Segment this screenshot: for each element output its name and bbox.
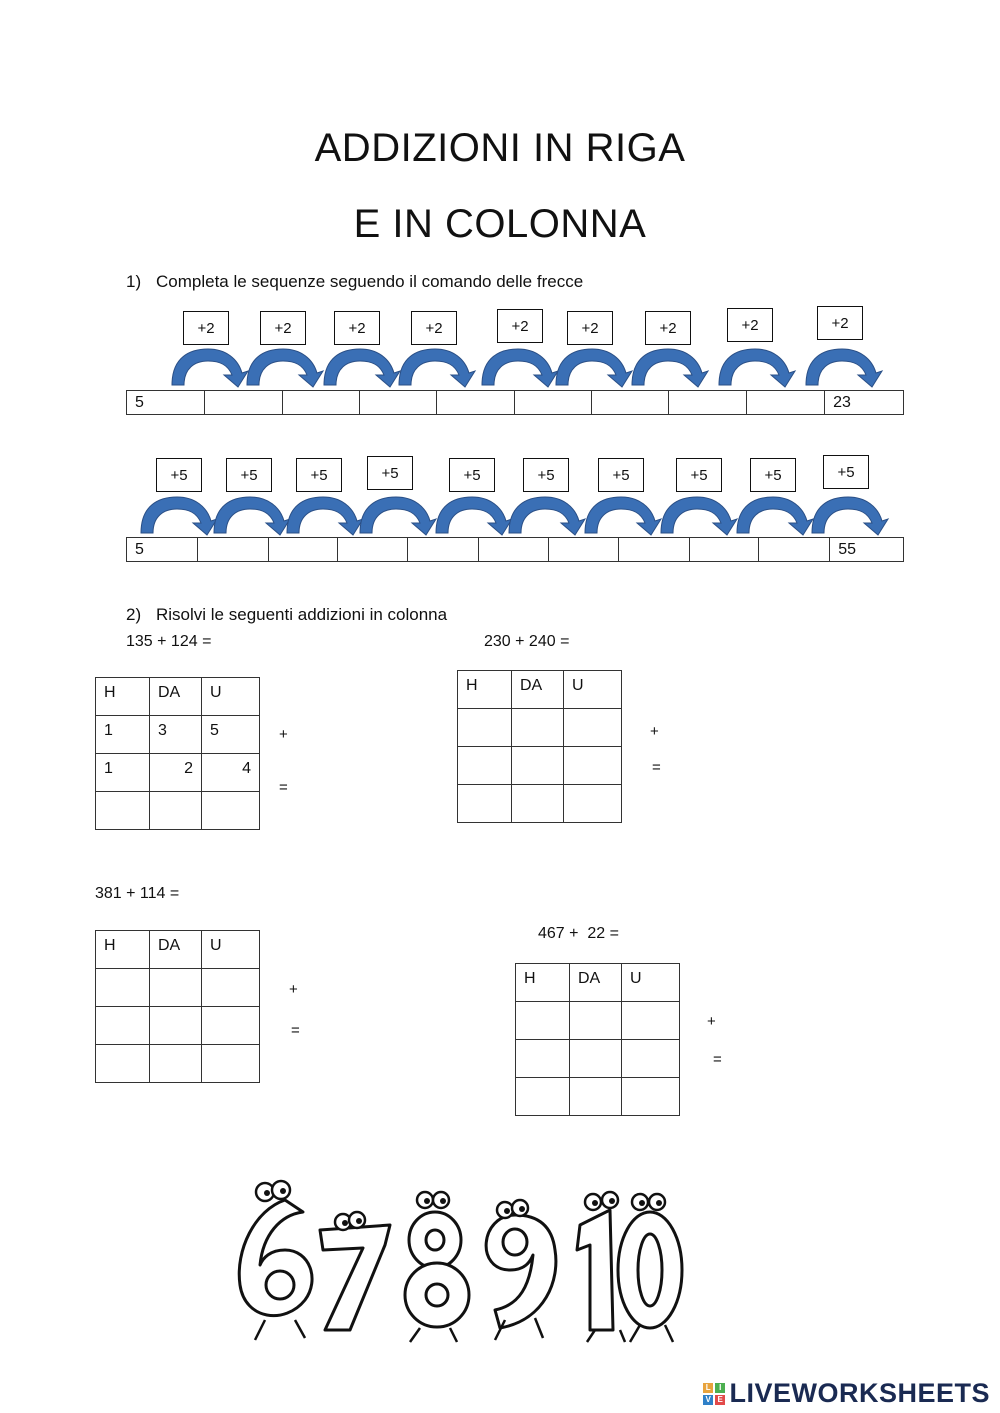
header-da: DA	[512, 671, 564, 709]
op-box: +2	[183, 311, 229, 345]
curved-arrow-icon	[247, 349, 323, 387]
digit-cell[interactable]	[202, 969, 260, 1007]
curved-arrow-icon	[509, 497, 585, 535]
op-box: +2	[497, 309, 543, 343]
op-box: +5	[676, 458, 722, 492]
digit-cell[interactable]	[564, 747, 622, 785]
digit-cell[interactable]	[570, 1040, 622, 1078]
digit-cell[interactable]	[150, 1007, 202, 1045]
plus-sign: +	[707, 1013, 716, 1030]
header-u: U	[202, 678, 260, 716]
op-box: +2	[567, 311, 613, 345]
answer-cell[interactable]	[516, 1078, 570, 1116]
equals-sign: =	[713, 1051, 722, 1068]
digit-cell[interactable]	[458, 709, 512, 747]
sequence-cell-end[interactable]: 23	[833, 393, 851, 411]
curved-arrow-icon	[632, 349, 708, 387]
plus-sign: +	[279, 726, 288, 743]
answer-cell[interactable]	[96, 792, 150, 830]
problem-expression: 381 + 114 =	[95, 885, 180, 902]
digit-cell[interactable]	[564, 709, 622, 747]
plus-sign: +	[289, 981, 298, 998]
curved-arrow-icon	[719, 349, 795, 387]
page-subtitle: E IN COLONNA	[353, 202, 647, 246]
arrow-row-1	[172, 349, 882, 387]
brand-text: LIVEWORKSHEETS	[729, 1378, 990, 1408]
header-h: H	[96, 931, 150, 969]
column-table	[515, 963, 680, 1116]
digit-cell[interactable]	[202, 1007, 260, 1045]
exercise1-instruction: 1) Completa le sequenze seguendo il comando delle frecce	[126, 272, 584, 291]
digit-cell[interactable]	[516, 1040, 570, 1078]
equals-sign: =	[652, 759, 661, 776]
header-h: H	[458, 671, 512, 709]
curved-arrow-icon	[737, 497, 813, 535]
digit-cell[interactable]	[512, 747, 564, 785]
op-box: +2	[411, 311, 457, 345]
op-box: +2	[260, 311, 306, 345]
header-u: U	[564, 671, 622, 709]
answer-cell[interactable]	[570, 1078, 622, 1116]
curved-arrow-icon	[806, 349, 882, 387]
op-box: +2	[817, 306, 863, 340]
header-h: H	[516, 964, 570, 1002]
op-box: +5	[823, 455, 869, 489]
op-box: +5	[226, 458, 272, 492]
answer-cell[interactable]	[458, 785, 512, 823]
sequence1-area	[0, 0, 1000, 600]
header-u: U	[202, 931, 260, 969]
curved-arrow-icon	[214, 497, 290, 535]
header-da: DA	[570, 964, 622, 1002]
liveworksheets-logo-icon: L I V E	[703, 1383, 725, 1405]
header-u: U	[622, 964, 680, 1002]
op-box: +5	[523, 458, 569, 492]
curved-arrow-icon	[556, 349, 632, 387]
plus-sign: +	[650, 723, 659, 740]
curved-arrow-icon	[172, 349, 248, 387]
problem-expression: 135 + 124 =	[126, 633, 212, 650]
digit-cell[interactable]	[570, 1002, 622, 1040]
digit-cell[interactable]	[96, 1007, 150, 1045]
exercise2-instruction: 2) Risolvi le seguenti addizioni in colonna	[126, 605, 448, 624]
op-box: +2	[727, 308, 773, 342]
answer-cell[interactable]	[150, 1045, 202, 1083]
op-box: +5	[449, 458, 495, 492]
arrow-icons	[0, 0, 1000, 600]
op-box: +5	[750, 458, 796, 492]
curved-arrow-icon	[141, 497, 217, 535]
problem-expression: 230 + 240 =	[484, 633, 570, 650]
answer-cell[interactable]	[96, 1045, 150, 1083]
curved-arrow-icon	[661, 497, 737, 535]
digit-cell: 1	[96, 716, 150, 754]
curved-arrow-icon	[287, 497, 363, 535]
digit-cell: 5	[202, 716, 260, 754]
arrow-row-2	[141, 497, 888, 535]
answer-cell[interactable]	[150, 792, 202, 830]
op-box: +5	[367, 456, 413, 490]
sequence-cell-start[interactable]: 5	[127, 538, 198, 561]
curved-arrow-icon	[812, 497, 888, 535]
curved-arrow-icon	[482, 349, 558, 387]
curved-arrow-icon	[399, 349, 475, 387]
digit-cell[interactable]	[516, 1002, 570, 1040]
page-title: ADDIZIONI IN RIGA	[314, 126, 686, 170]
header-da: DA	[150, 678, 202, 716]
sequence-cell-start[interactable]: 5	[127, 391, 205, 414]
op-box: +5	[598, 458, 644, 492]
digit-cell: 4	[202, 754, 260, 792]
equals-sign: =	[279, 779, 288, 796]
digit-cell[interactable]	[512, 709, 564, 747]
digit-cell[interactable]	[150, 969, 202, 1007]
answer-cell[interactable]	[622, 1078, 680, 1116]
op-box: +2	[334, 311, 380, 345]
numbers-cartoon-icon	[225, 1170, 695, 1350]
curved-arrow-icon	[585, 497, 661, 535]
answer-cell[interactable]	[564, 785, 622, 823]
answer-cell[interactable]	[202, 792, 260, 830]
problem-expression: 467 + 22 =	[538, 925, 619, 942]
column-table	[95, 930, 260, 1083]
digit-cell: 2	[150, 754, 202, 792]
sequence-cell-end[interactable]: 55	[838, 540, 856, 558]
digit-cell[interactable]	[458, 747, 512, 785]
op-box: +5	[156, 458, 202, 492]
answer-cell[interactable]	[202, 1045, 260, 1083]
curved-arrow-icon	[436, 497, 512, 535]
op-box: +5	[296, 458, 342, 492]
digit-cell: 3	[150, 716, 202, 754]
header-h: H	[96, 678, 150, 716]
digit-cell: 1	[96, 754, 150, 792]
header-da: DA	[150, 931, 202, 969]
liveworksheets-logo	[703, 1378, 990, 1409]
digit-cell[interactable]	[622, 1040, 680, 1078]
column-table	[95, 677, 260, 830]
curved-arrow-icon	[324, 349, 400, 387]
equals-sign: =	[291, 1022, 300, 1039]
digit-cell[interactable]	[622, 1002, 680, 1040]
column-table	[457, 670, 622, 823]
answer-cell[interactable]	[512, 785, 564, 823]
curved-arrow-icon	[360, 497, 436, 535]
digit-cell[interactable]	[96, 969, 150, 1007]
op-box: +2	[645, 311, 691, 345]
